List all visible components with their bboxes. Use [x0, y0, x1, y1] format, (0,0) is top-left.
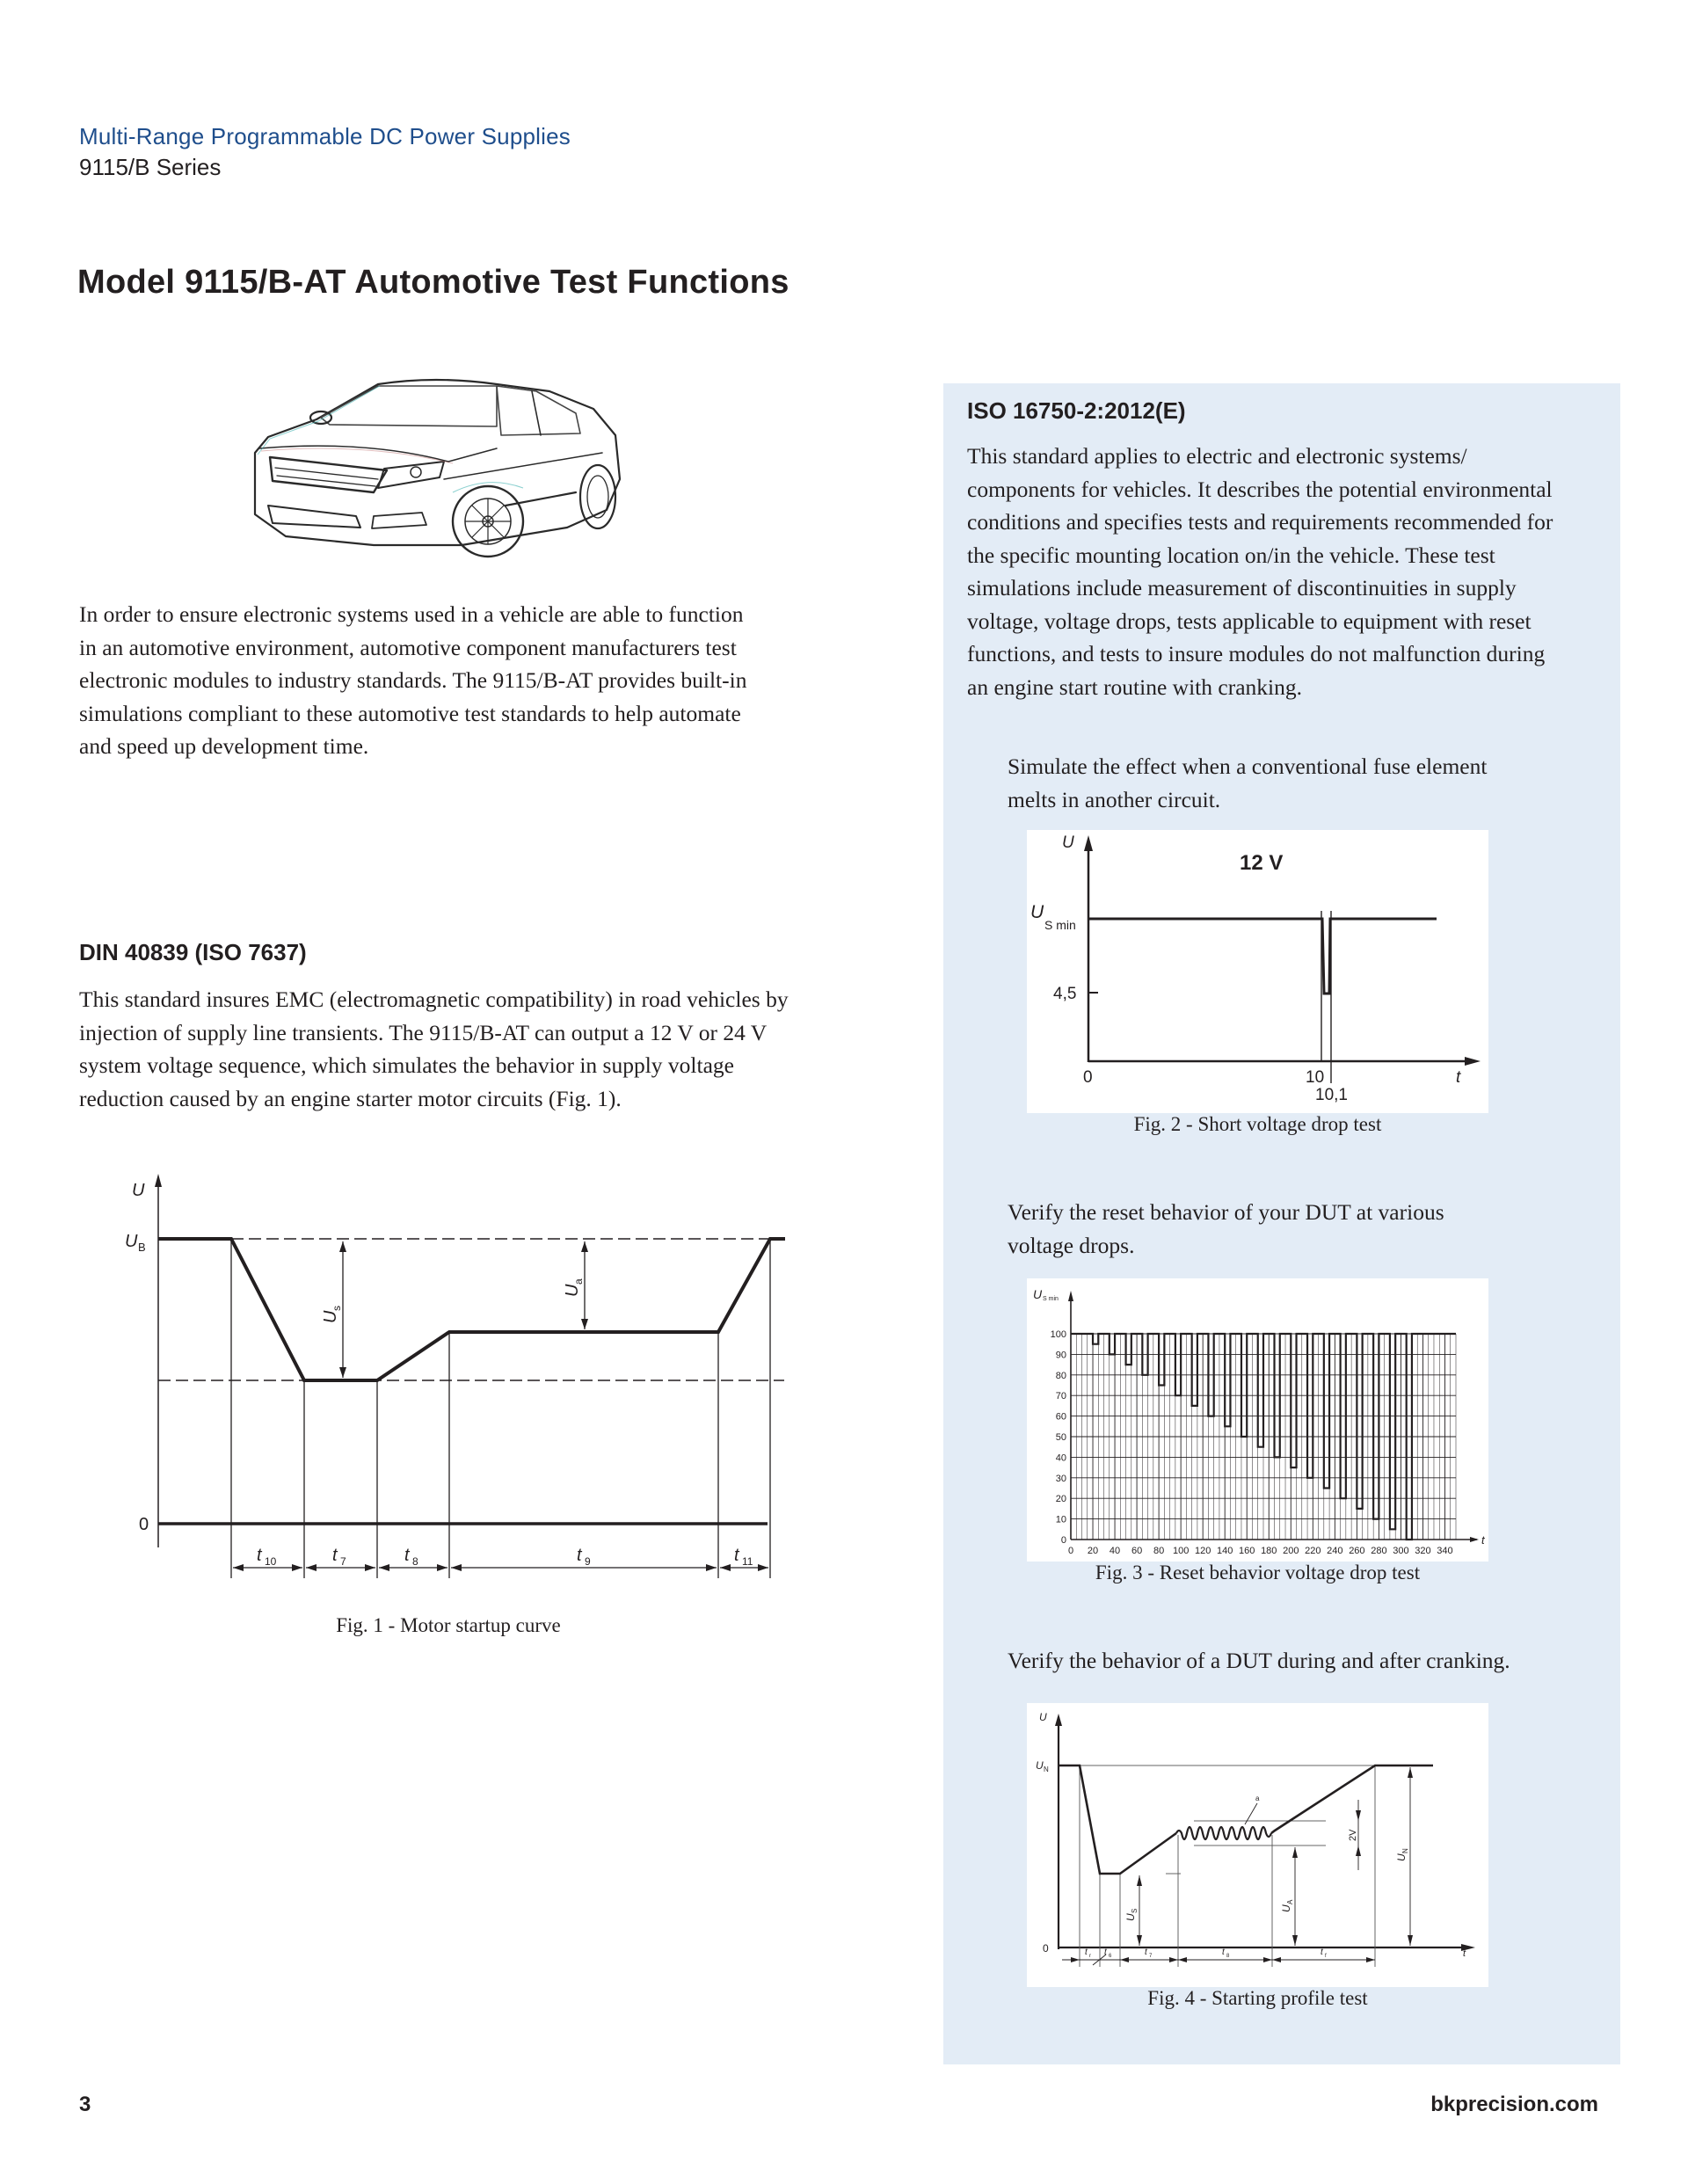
iso-line: the specific mounting location on/in the vehicle. These test [967, 542, 1495, 568]
short-voltage-drop-chart [1027, 830, 1488, 1113]
figure-3-reset-behavior [1027, 1278, 1488, 1562]
document-series-title: Multi-Range Programmable DC Power Supplies [79, 123, 571, 149]
fig1-t8-subscript: 8 [412, 1555, 418, 1568]
fig2-tick-10-1: 10,1 [1315, 1086, 1348, 1104]
fig4-2v-label: 2V [1348, 1829, 1358, 1841]
fig1-t8-label: t [404, 1546, 410, 1565]
din-line: reduction caused by an engine starter motor circuits (Fig. 1). [79, 1085, 622, 1111]
fig2-tick-10: 10 [1306, 1068, 1325, 1087]
iso-paragraph [967, 440, 1609, 703]
fig4-intro-text [1008, 1644, 1614, 1678]
figure-1-caption: Fig. 1 - Motor startup curve [336, 1614, 561, 1636]
fig2-usmin-label: U [1030, 902, 1044, 922]
svg-text:70: 70 [1055, 1391, 1066, 1402]
iso-line: conditions and specifies tests and requirements recommended for [967, 509, 1553, 535]
figure-4-caption: Fig. 4 - Starting profile test [1147, 1987, 1368, 2009]
fig4-zero-label: 0 [1043, 1942, 1049, 1955]
fig4-t8-label: t [1222, 1947, 1225, 1957]
fig1-zero-label: 0 [139, 1515, 149, 1534]
fig4-t7-subscript: 7 [1149, 1954, 1153, 1959]
iso-line: functions, and tests to insure modules do not malfunction during [967, 641, 1546, 666]
fig4-un-arrow-label: U [1395, 1853, 1408, 1861]
iso-line: voltage, voltage drops, tests applicable to equipment with reset [967, 608, 1532, 634]
fig4-us-label: U [1124, 1913, 1137, 1921]
svg-text:10: 10 [1055, 1514, 1066, 1525]
svg-text:80: 80 [1055, 1370, 1066, 1381]
svg-text:0: 0 [1067, 1546, 1074, 1556]
fig1-t10-subscript: 10 [265, 1555, 277, 1568]
svg-text:160: 160 [1239, 1546, 1255, 1556]
svg-text:280: 280 [1371, 1546, 1387, 1556]
din-line: This standard insures EMC (electromagnetic compatibility) in road vehicles by [79, 986, 789, 1012]
fig4-t6-label: t [1104, 1947, 1107, 1957]
svg-text:50: 50 [1055, 1432, 1066, 1443]
fig4-ua-subscript: A [1286, 1899, 1294, 1904]
din-line: system voltage sequence, which simulates the behavior in supply voltage [79, 1052, 734, 1078]
page-title: Model 9115/B-AT Automotive Test Functions [77, 264, 789, 301]
svg-text:240: 240 [1327, 1546, 1343, 1556]
svg-text:180: 180 [1261, 1546, 1277, 1556]
fig4-a-label: a [1255, 1795, 1260, 1802]
figure-2-caption: Fig. 2 - Short voltage drop test [1133, 1113, 1382, 1135]
svg-text:200: 200 [1283, 1546, 1299, 1556]
fig3-intro-text [1008, 1196, 1605, 1262]
fig4-un-arrow-subscript: N [1401, 1848, 1409, 1853]
figure-4-starting-profile [1027, 1703, 1488, 1987]
svg-text:40: 40 [1055, 1452, 1066, 1464]
fig4-ua-label: U [1280, 1904, 1292, 1912]
svg-text:60: 60 [1131, 1546, 1143, 1556]
din-section-heading: DIN 40839 (ISO 7637) [79, 939, 307, 965]
fig1-ub-label: U [125, 1232, 138, 1251]
fig2-usmin-subscript: S min [1044, 918, 1076, 932]
figure-1-motor-startup-curve [106, 1161, 800, 1618]
svg-text:20: 20 [1087, 1546, 1099, 1556]
svg-text:40: 40 [1109, 1546, 1121, 1556]
fig4-axis-u-label: U [1039, 1711, 1047, 1723]
svg-text:90: 90 [1055, 1350, 1066, 1361]
intro-line: simulations compliant to these automotive test standards to help automate [79, 700, 741, 726]
fig1-t9-label: t [577, 1546, 582, 1565]
figure-2-short-voltage-drop [1027, 830, 1488, 1113]
svg-text:30: 30 [1055, 1473, 1066, 1484]
svg-text:0: 0 [1060, 1535, 1066, 1546]
fig4-t6-subscript: 6 [1109, 1954, 1112, 1959]
fig1-us-label: U [321, 1310, 340, 1323]
intro-line: electronic modules to industry standards. The 9115/B-AT provides built-in [79, 667, 747, 693]
fig1-ua-label: U [563, 1284, 582, 1297]
din-line: injection of supply line transients. The 9115/B-AT can output a 12 V or 24 V [79, 1019, 768, 1045]
fig2-axis-u-label: U [1062, 834, 1074, 852]
document-model-series: 9115/B Series [79, 154, 222, 180]
fig1-t7-label: t [332, 1546, 338, 1565]
intro-line: and speed up development time. [79, 733, 369, 759]
iso-line: components for vehicles. It describes the potential environmental [967, 476, 1553, 502]
fig1-t11-subscript: 11 [742, 1555, 753, 1568]
iso-line: an engine start routine with cranking. [967, 673, 1302, 700]
fig1-ua-subscript: a [572, 1278, 585, 1285]
fig4-axis-t-label: t [1463, 1948, 1466, 1959]
intro-line: in an automotive environment, automotive component manufacturers test [79, 634, 737, 660]
fig1-us-subscript: s [331, 1306, 343, 1311]
fig4-tf-subscript: f [1325, 1954, 1327, 1959]
reset-behavior-chart [1027, 1278, 1488, 1562]
fig1-t11-label: t [734, 1546, 739, 1565]
fig4-tr-label: t [1085, 1947, 1088, 1957]
page-number: 3 [79, 2093, 91, 2116]
footer-website-link[interactable]: bkprecision.com [1430, 2093, 1598, 2116]
fig1-t10-label: t [257, 1546, 262, 1565]
fig3-usmin-subscript: S min [1043, 1296, 1059, 1302]
svg-text:300: 300 [1393, 1546, 1409, 1556]
fig4-un-label: U [1036, 1759, 1044, 1772]
svg-text:140: 140 [1217, 1546, 1233, 1556]
car-sketch-icon [233, 365, 629, 563]
fig4-un-subscript: N [1044, 1765, 1049, 1773]
fig4-tf-label: t [1321, 1947, 1323, 1957]
fig4-us-subscript: S [1131, 1908, 1139, 1913]
fig1-ub-subscript: B [138, 1241, 146, 1254]
svg-text:20: 20 [1055, 1494, 1066, 1505]
fig3-intro-line: voltage drops. [1008, 1232, 1135, 1258]
fig1-t9-subscript: 9 [585, 1555, 591, 1568]
fig2-tick-0: 0 [1083, 1068, 1093, 1087]
fig3-intro-line: Verify the reset behavior of your DUT at various [1008, 1199, 1444, 1225]
fig1-t7-subscript: 7 [340, 1555, 346, 1568]
fig2-intro-line: Simulate the effect when a conventional fuse element [1008, 753, 1488, 779]
svg-text:100: 100 [1050, 1329, 1066, 1340]
iso-section-heading: ISO 16750-2:2012(E) [967, 397, 1186, 424]
svg-text:320: 320 [1415, 1546, 1431, 1556]
fig4-t8-subscript: 8 [1226, 1954, 1230, 1959]
car-illustration [233, 365, 629, 563]
motor-startup-chart [106, 1161, 800, 1618]
fig2-tick-4-5: 4,5 [1053, 985, 1077, 1003]
fig3-axis-t-label: t [1481, 1533, 1485, 1547]
starting-profile-chart [1027, 1703, 1488, 1987]
svg-text:220: 220 [1305, 1546, 1321, 1556]
svg-text:80: 80 [1153, 1546, 1165, 1556]
intro-paragraph [79, 598, 853, 763]
fig2-intro-text [1008, 750, 1605, 816]
svg-text:60: 60 [1055, 1411, 1066, 1423]
fig4-intro-line: Verify the behavior of a DUT during and after cranking. [1008, 1648, 1510, 1673]
svg-text:340: 340 [1437, 1546, 1453, 1556]
fig4-tr-subscript: r [1089, 1954, 1091, 1959]
fig3-usmin-label: U [1033, 1287, 1043, 1301]
fig2-axis-t-label: t [1456, 1068, 1461, 1087]
din-paragraph [79, 983, 870, 1115]
svg-text:120: 120 [1194, 1546, 1211, 1556]
svg-text:100: 100 [1172, 1546, 1190, 1556]
iso-line: This standard applies to electric and electronic systems/ [967, 443, 1467, 469]
fig1-axis-u-label: U [132, 1181, 145, 1200]
intro-line: In order to ensure electronic systems used in a vehicle are able to function [79, 601, 744, 627]
figure-3-caption: Fig. 3 - Reset behavior voltage drop test [1095, 1562, 1421, 1583]
svg-text:260: 260 [1349, 1546, 1365, 1556]
iso-line: simulations include measurement of discontinuities in supply [967, 575, 1517, 601]
fig2-intro-line: melts in another circuit. [1008, 786, 1221, 812]
fig2-title-12v: 12 V [1240, 851, 1284, 875]
fig4-t7-label: t [1145, 1947, 1147, 1957]
